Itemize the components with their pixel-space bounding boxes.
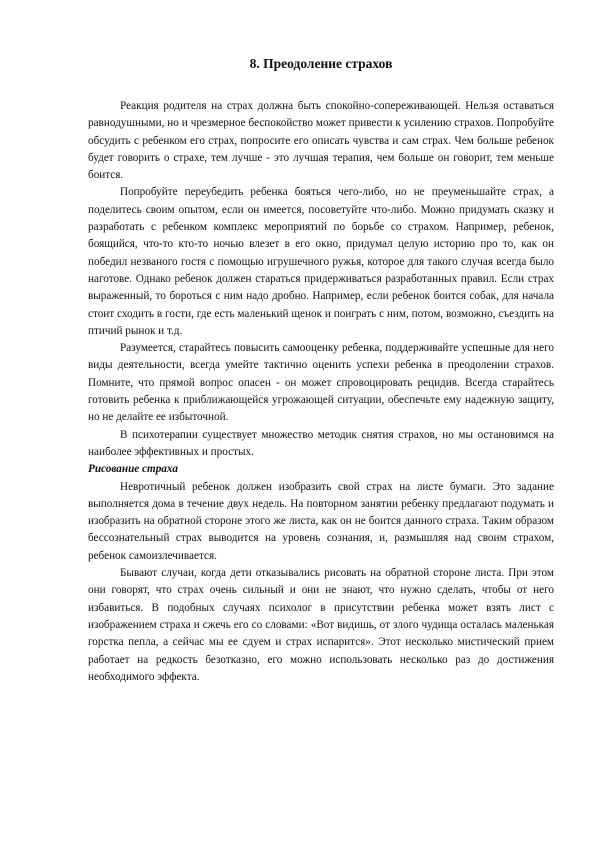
paragraph-4: В психотерапии существует множество методик снятия страхов, но мы остановимся на наиболее эффективных и простых. xyxy=(88,428,554,458)
paragraph-5: Невротичный ребенок должен изобразить свой страх на листе бумаги. Это задание выполняется дома в течение двух недель. На повторном занятии ребенку предлагают подумать и изобразить на обратной стороне этого же листа, как он не боится данного страха. Таким образом бессознательный страх выводится на уровень сознания, и, размышляя над своим страхом, ребенок самоизлечивается. xyxy=(88,480,554,562)
document-page xyxy=(88,56,554,686)
section-subheading: Рисование страха xyxy=(88,463,178,476)
paragraph-3: Разумеется, старайтесь повысить самооценку ребенка, поддерживайте успешные для него виды деятельности, всегда умейте тактично оценить успехи ребенка в преодолении страхов. Помните, что прямой вопрос опасен - он может спровоцировать рецидив. Всегда старайтесь готовить ребенка к приближающейся угрожающей ситуации, обеспечьте ему надежную защиту, но не делайте ее избыточной. xyxy=(88,342,554,424)
paragraph-2: Попробуйте переубедить ребенка бояться чего-либо, но не преуменьшайте страх, а поделитесь своим опытом, если он имеется, посоветуйте что-либо. Можно придумать сказку и разработать с ребенком комплекс мероприятий по борьбе со страхом. Например, ребенок, боящийся, что-то кто-то ночью влезет в его окно, придумал целую историю про то, как он победил незваного гостя с помощью игрушечного ружья, которое для такого случая всегда было наготове. Однако ребенок должен стараться придерживаться разработанных правил. Если страх выраженный, то бороться с ним надо дробно. Например, если ребенок боится собак, для начала стоит сходить в гости, где есть маленький щенок и поиграть с ним, потом, возможно, съездить на птичий рынок и т.д. xyxy=(88,186,554,337)
page-title: 8. Преодоление страхов xyxy=(249,56,393,71)
paragraph-6: Бывают случаи, когда дети отказывались рисовать на обратной стороне листа. При этом они говорят, что страх очень сильный и они не знают, что нужно сделать, чтобы от него избавиться. В подобных случаях психолог в присутствии ребенка может взять лист с изображением страха и сжечь его со словами: «Вот видишь, от злого чудища осталась маленькая горстка пепла, а сейчас мы ее сдуем и страх испарится». Этот несколько мистический прием работает на редкость безотказно, его можно использовать несколько раз до достижения необходимого эффекта. xyxy=(88,567,554,683)
paragraph-1: Реакция родителя на страх должна быть спокойно-сопереживающей. Нельзя оставаться равнодушными, но и чрезмерное беспокойство может привести к усилению страхов. Попробуйте обсудить с ребенком его страх, попросите его описать чувства и сам страх. Чем больше ребенок будет говорить о страхе, тем лучше - это лучшая терапия, чем больше он говорит, тем меньше боится. xyxy=(88,100,554,182)
